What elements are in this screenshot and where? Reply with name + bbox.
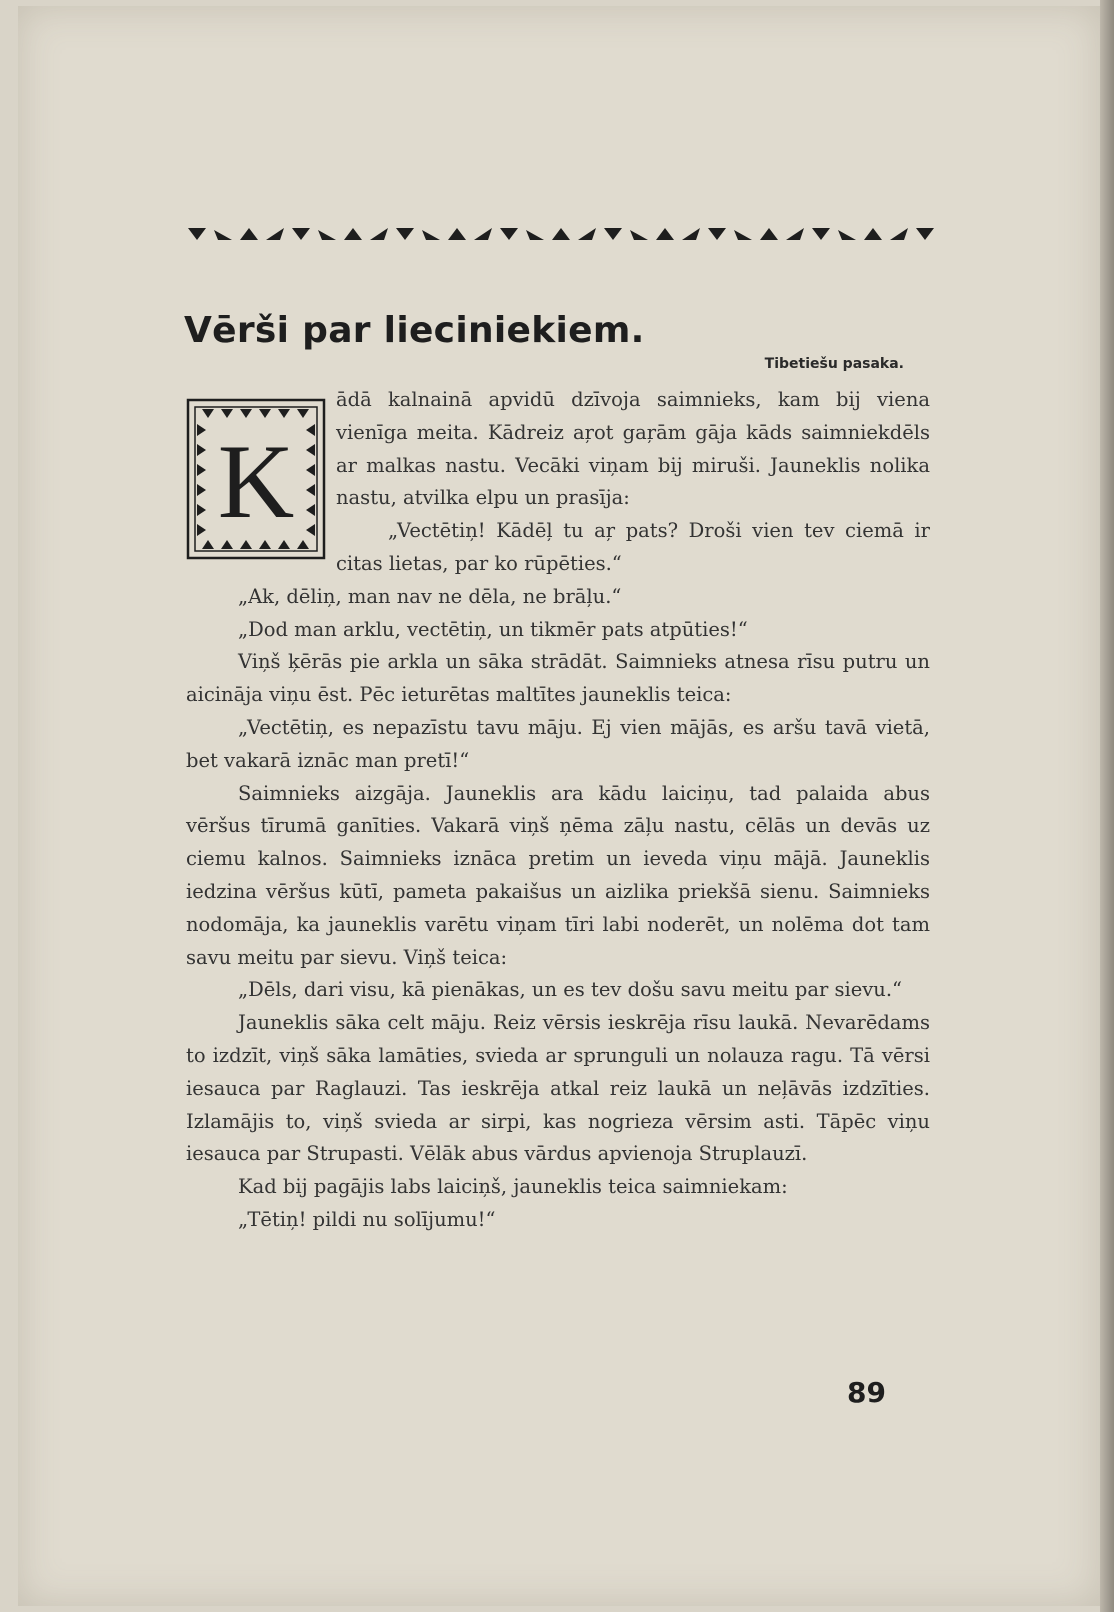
ornament-shape (214, 230, 232, 240)
story-title: Vērši par lieciniekiem. (184, 310, 645, 351)
ornament-shape (760, 228, 778, 240)
ornament-shape (916, 228, 934, 240)
ornament-shape (500, 228, 518, 240)
paragraph: Kad bij pagājis labs laiciņš, jauneklis teica saimniekam: (238, 1175, 788, 1199)
ornament-shape (448, 228, 466, 240)
page-edge (1100, 0, 1114, 1612)
page-number: 89 (847, 1376, 886, 1409)
ornament-shape (552, 228, 570, 240)
paragraph: ādā kalnainā apvidū dzīvoja saimnieks, kam bij viena vienīga meita. Kādreiz aŗot gaŗām gāja kāds saimniekdēls ar malkas nastu. Vecāki viņam bij miruši. Jauneklis nolika nastu, atvilka elpu un prasīja: (336, 388, 930, 510)
ornament-shape (708, 228, 726, 240)
paragraph: „Dēls, dari visu, kā pienākas, un es tev došu savu meitu par sievu.“ (238, 978, 902, 1002)
ornament-shape (630, 230, 648, 240)
ornament-shape (318, 230, 336, 240)
ornament-shape (656, 228, 674, 240)
paragraph: „Dod man arklu, vectētiņ, un tikmēr pats atpūties!“ (238, 617, 748, 641)
ornament-shape (396, 228, 414, 240)
ornament-shape (786, 228, 804, 240)
paragraph: „Vectētiņ! Kādēļ tu aŗ pats? Droši vien tev ciemā ir citas lietas, par ko rūpēties.“ (336, 519, 930, 575)
story-subtitle: Tibetiešu pasaka. (764, 356, 904, 372)
ornament-shape (864, 228, 882, 240)
paragraph: „Ak, dēliņ, man nav ne dēla, ne brāļu.“ (238, 584, 622, 608)
decorative-border-ornament (188, 224, 938, 244)
paragraph: „Tētiņ! pildi nu solījumu!“ (238, 1207, 496, 1231)
ornament-shape (240, 228, 258, 240)
ornament-shape (474, 228, 492, 240)
ornament-shape (838, 230, 856, 240)
ornament-shape (734, 230, 752, 240)
book-page (18, 6, 1100, 1606)
ornament-shape (604, 228, 622, 240)
ornament-shape (188, 228, 206, 240)
paragraph: Jauneklis sāka celt māju. Reiz vērsis ieskrēja rīsu laukā. Nevarēdams to izdzīt, viņš sāka lamāties, svieda ar sprunguli un nolauza ragu. Tā vērsi iesauca par Raglauzi. Tas ieskrēja atkal reiz laukā un neļāvās izdzīties. Izlamājis to, viņš svieda ar sirpi, kas nogrieza vērsim asti. Tāpēc viņu iesauca par Strupasti. Vēlāk abus vārdus apvienoja Struplauzī. (186, 1011, 930, 1166)
story-body (186, 384, 930, 1237)
ornament-shape (526, 230, 544, 240)
ornament-shape (682, 228, 700, 240)
ornament-shape (292, 228, 310, 240)
paragraph: Saimnieks aizgāja. Jauneklis ara kādu laiciņu, tad palaida abus vēršus tīrumā ganīties. Vakarā viņš ņēma zāļu nastu, cēlās un devās uz ciemu kalnos. Saimnieks iznāca pretim un ieveda viņu mājā. Jauneklis iedzina vēršus kūtī, pameta pakaišus un aizlika priekšā sienu. Saimnieks nodomāja, ka jauneklis varētu viņam tīri labi noderēt, un nolēma dot tam savu meitu par sievu. Viņš teica: (186, 781, 930, 969)
ornament-shape (370, 228, 388, 240)
paragraph: Viņš ķērās pie arkla un sāka strādāt. Saimnieks atnesa rīsu putru un aicināja viņu ēst. Pēc ieturētas maltītes jauneklis teica: (186, 650, 930, 707)
ornament-shape (890, 228, 908, 240)
ornament-shape (266, 228, 284, 240)
ornament-shape (344, 228, 362, 240)
drop-cap-letter: K (217, 423, 295, 540)
ornament-shape (578, 228, 596, 240)
ornament-shape (812, 228, 830, 240)
paragraph: „Vectētiņ, es nepazīstu tavu māju. Ej vien mājās, es aršu tavā vietā, bet vakarā iznāc man pretī!“ (186, 715, 930, 772)
ornament-shape (422, 230, 440, 240)
